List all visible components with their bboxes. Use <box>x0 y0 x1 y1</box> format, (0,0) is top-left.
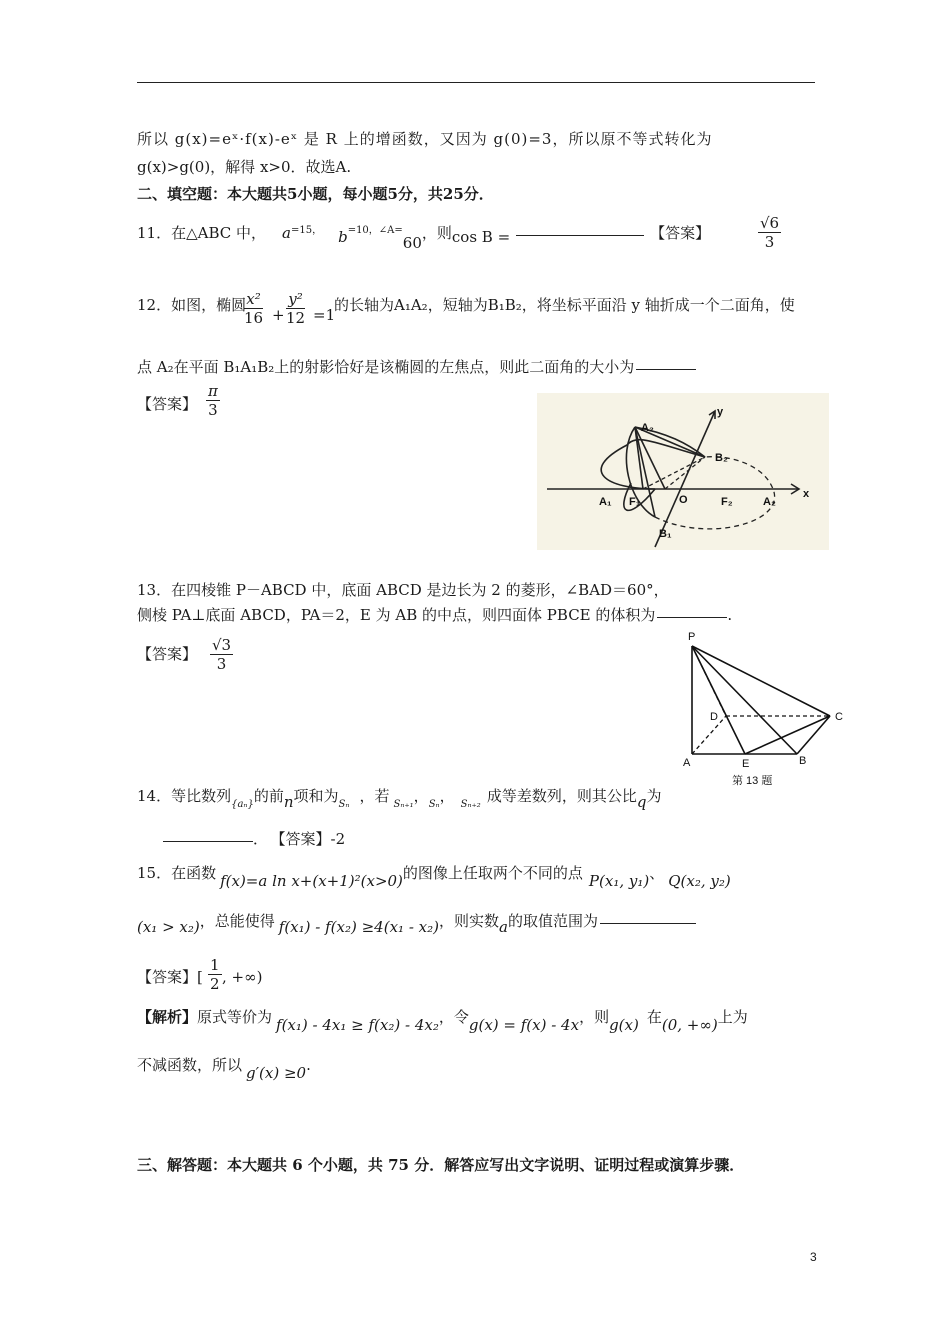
svg-text:y: y <box>717 406 724 418</box>
q15-answer-interval-end: , +∞) <box>222 968 263 986</box>
question-13-line-2: 侧棱 PA⊥底面 ABCD，PA＝2，E 为 AB 的中点，则四面体 PBCE 的体积为 . <box>137 606 733 624</box>
svg-text:B: B <box>799 755 807 767</box>
svg-text:x: x <box>803 488 810 500</box>
svg-text:E: E <box>742 758 750 770</box>
question-14-line-1: 14．等比数列$_{\{a_n\}}$的前n项和为$_{S_n}$ ，若 $_{S_{n+1}}$，$_{S_n}$， $_{S_{n+2}}$ 成等差数列，则其公比q为 <box>137 787 662 811</box>
svg-text:D: D <box>710 711 718 723</box>
solution-line-2: g(x)>g(0)，解得 x>0．故选A. <box>137 158 352 176</box>
svg-text:F₁: F₁ <box>629 496 641 508</box>
q13-answer-fraction: $\frac{√3}{3}$ <box>212 636 232 673</box>
question-15-line-2: (x₁ > x₂)，总能使得 f(x₁) - f(x₂) ≥4(x₁ - x₂)，则实数a的取值范围为 <box>137 910 696 938</box>
svg-text:P: P <box>688 631 696 643</box>
header-rule <box>137 82 815 83</box>
svg-text:B₂: B₂ <box>715 452 728 464</box>
q12-y-fraction: $\frac{\text{y²}}{12}$ <box>286 290 306 327</box>
svg-text:B₁: B₁ <box>659 528 672 540</box>
q12-answer-label: 【答案】 <box>137 395 198 413</box>
q12-text: 的长轴为A₁A₂，短轴为B₁B₂，将坐标平面沿 y 轴折成一个二面角，使 <box>334 296 795 314</box>
question-12-line-2: 点 A₂在平面 B₁A₁B₂上的射影恰好是该椭圆的左焦点，则此二面角的大小为 <box>137 356 696 378</box>
q13-answer-label: 【答案】 <box>137 645 198 663</box>
section-2-heading: 二、填空题：本大题共5小题，每小题5分，共25分． <box>137 185 494 203</box>
svg-text:C: C <box>835 711 843 723</box>
question-14-line-2: ． 【答案】-2 <box>163 828 345 850</box>
svg-text:第 13 题: 第 13 题 <box>732 775 773 787</box>
q12-plus: + <box>272 306 285 324</box>
svg-text:O: O <box>679 494 688 506</box>
question-15-line-1: 15．在函数 f(x)=a ln x+(x+1)²(x>0)的图像上任取两个不同的点 P(x₁, y₁)、 Q(x₂, y₂) <box>137 864 731 890</box>
figure-13-pyramid <box>680 626 850 794</box>
q12-x-fraction: $\frac{\text{x²}}{16}$ <box>244 290 264 327</box>
q15-answer: 【答案】[ <box>137 968 203 986</box>
svg-text:F₂: F₂ <box>721 496 733 508</box>
q15-solution-line-1: 【解析】原式等价为 f(x₁) - 4x₁ ≥ f(x₂) - 4x₂，令g(x) = f(x) - 4x，则g(x) 在(0, +∞)上为 <box>137 1008 748 1034</box>
svg-text:A: A <box>683 757 691 769</box>
q15-solution-line-2: 不减函数，所以 g′(x) ≥0. <box>137 1056 311 1082</box>
q12-answer-fraction: $\frac{\pi}{3}$ <box>208 382 218 419</box>
q15-answer-fraction: $\frac{1}{2}$ <box>210 956 220 993</box>
section-3-heading: 三、解答题：本大题共 6 个小题，共 75 分．解答应写出文字说明、证明过程或演算步骤． <box>137 1156 745 1174</box>
question-13-line-1: 13．在四棱锥 P－ABCD 中，底面 ABCD 是边长为 2 的菱形，∠BAD＝60°， <box>137 581 669 599</box>
svg-text:A₂: A₂ <box>641 422 654 434</box>
question-11: 11．在△ABC 中， $a^{=15,}$ $b^{=10,\angle A=}60$，则cos B = 【答案】 <box>137 224 711 252</box>
svg-text:A₁: A₁ <box>599 496 612 508</box>
page-number: 3 <box>810 1250 817 1264</box>
figure-12-ellipse-fold <box>537 393 829 550</box>
solution-line-1: 所以 g(x)=eˣ·f(x)-eˣ 是 R 上的增函数，又因为 g(0)=3，所以原不等式转化为 <box>137 130 713 148</box>
q12-eq: =1 <box>313 306 336 324</box>
q11-answer-fraction: $\frac{√6}{3}$ <box>760 214 780 251</box>
svg-text:A₂: A₂ <box>763 496 776 508</box>
question-12-line-1: 12．如图，椭圆 <box>137 296 247 314</box>
